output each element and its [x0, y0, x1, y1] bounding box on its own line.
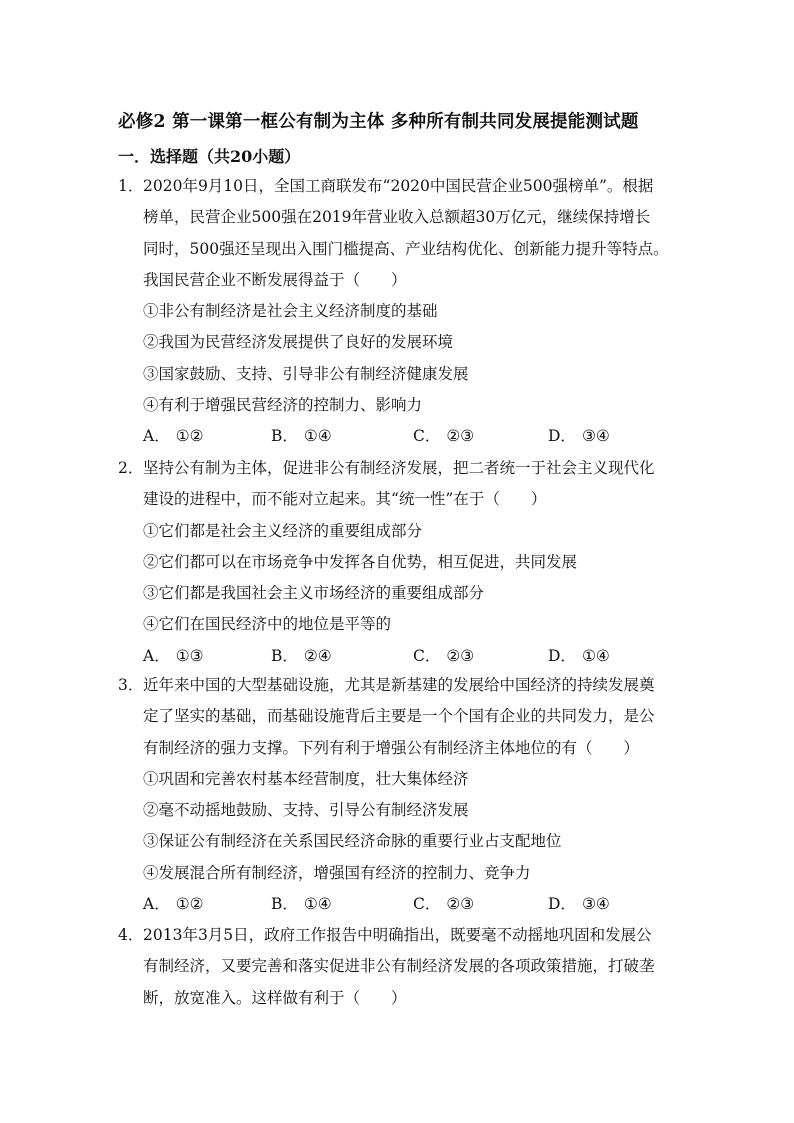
- answer-choices: [118, 421, 688, 452]
- choice-value: ①④: [303, 427, 332, 446]
- answer-choice: [413, 641, 474, 672]
- question-stem-text: 有制经济的强力支撑。下列有利于增强公有制经济主体地位的有（ ）: [143, 738, 640, 757]
- answer-choice: [548, 421, 610, 452]
- question-stem-line: [118, 920, 688, 951]
- answer-choices: [118, 889, 688, 920]
- statement-option: ②毫不动摇地鼓励、支持、引导公有制经济发展: [143, 801, 469, 820]
- statement-option: ①它们都是社会主义经济的重要组成部分: [143, 521, 423, 540]
- question-stem-line: [118, 670, 688, 701]
- choice-label: C．: [413, 427, 441, 446]
- choice-label: B．: [271, 646, 298, 665]
- choice-value: ②③: [446, 427, 475, 446]
- choice-value: ③④: [581, 895, 610, 914]
- choice-label: A．: [143, 646, 170, 665]
- question-number: 3．: [118, 676, 144, 694]
- question-stem-line: [118, 983, 688, 1014]
- question-stem-line: [118, 453, 688, 484]
- question-1: [118, 171, 688, 453]
- answer-choice: [143, 889, 204, 920]
- choice-value: ①④: [581, 646, 610, 665]
- question-stem-line: [118, 701, 688, 732]
- answer-choice: [143, 421, 204, 452]
- choice-label: C．: [413, 646, 441, 665]
- question-number: 2．: [118, 459, 144, 477]
- choice-value: ②③: [446, 646, 475, 665]
- section-heading: 一．选择题（共20小题）: [118, 147, 301, 166]
- page-title: 必修2 第一课第一框公有制为主体 多种所有制共同发展提能测试题: [118, 112, 639, 132]
- question-stem-line: [118, 484, 688, 515]
- statement-option: ②我国为民营经济发展提供了良好的发展环境: [143, 333, 454, 352]
- question-stem-line: [118, 171, 688, 202]
- statement-option: ①非公有制经济是社会主义经济制度的基础: [143, 302, 438, 321]
- question-stem-line: [118, 265, 688, 296]
- statement-option: ④有利于增强民营经济的控制力、影响力: [143, 396, 423, 415]
- answer-choice: [143, 641, 204, 672]
- question-stem-text: 2020年9月10日，全国工商联发布“2020中国民营企业500强榜单”。根据: [143, 177, 654, 195]
- choice-label: B．: [271, 427, 298, 446]
- question-number: 1．: [118, 177, 144, 195]
- question-stem-line: [118, 733, 688, 764]
- choice-label: A．: [143, 895, 170, 914]
- question-stem-text: 榜单，民营企业500强在2019年营业收入总额超30万亿元，继续保持增长: [143, 208, 651, 227]
- answer-choice: [271, 889, 332, 920]
- statement-option: ②它们都可以在市场竞争中发挥各自优势，相互促进，共同发展: [143, 552, 578, 571]
- statement-option: ③国家鼓励、支持、引导非公有制经济健康发展: [143, 364, 469, 383]
- answer-choice: [413, 889, 474, 920]
- question-stem-text: 坚持公有制为主体，促进非公有制经济发展，把二者统一于社会主义现代化: [143, 459, 655, 477]
- answer-choice: [413, 421, 474, 452]
- choice-value: ①④: [303, 895, 332, 914]
- question-stem-text: 同时，500强还呈现出入围门槛提高、产业结构优化、创新能力提升等特点。: [143, 239, 669, 258]
- statement-option: ①巩固和完善农村基本经营制度，壮大集体经济: [143, 769, 469, 788]
- question-stem-text: 断，放宽准入。这样做有利于（ ）: [143, 988, 407, 1007]
- choice-value: ①②: [175, 427, 204, 446]
- answer-choice: [271, 421, 332, 452]
- answer-choice: [548, 889, 610, 920]
- statement-option: ③它们都是我国社会主义市场经济的重要组成部分: [143, 584, 485, 603]
- statement-option: ④发展混合所有制经济，增强国有经济的控制力、竞争力: [143, 863, 531, 882]
- choice-value: ③④: [581, 427, 610, 446]
- choice-value: ①②: [175, 895, 204, 914]
- question-stem-text: 有制经济，又要完善和落实促进非公有制经济发展的各项政策措施，打破垄: [143, 957, 655, 976]
- choice-value: ②③: [446, 895, 475, 914]
- choice-label: D．: [548, 646, 576, 665]
- choice-label: A．: [143, 427, 170, 446]
- question-3: [118, 670, 688, 920]
- question-stem-text: 建设的进程中，而不能对立起来。其“统一性”在于（ ）: [143, 490, 547, 509]
- choice-label: D．: [548, 427, 576, 446]
- question-stem-text: 2013年3月5日，政府工作报告中明确指出，既要毫不动摇地巩固和发展公: [143, 926, 652, 944]
- question-number: 4．: [118, 926, 144, 944]
- choice-label: C．: [413, 895, 441, 914]
- question-4: [118, 920, 688, 1014]
- question-stem-line: [118, 951, 688, 982]
- question-2: [118, 453, 688, 672]
- answer-choices: [118, 641, 688, 672]
- answer-choice: [548, 641, 610, 672]
- choice-label: D．: [548, 895, 576, 914]
- answer-choice: [271, 641, 332, 672]
- statement-option: ③保证公有制经济在关系国民经济命脉的重要行业占支配地位: [143, 832, 562, 851]
- statement-option: ④它们在国民经济中的地位是平等的: [143, 615, 392, 634]
- choice-label: B．: [271, 895, 298, 914]
- choice-value: ②④: [303, 646, 332, 665]
- choice-value: ①③: [175, 646, 204, 665]
- question-stem-line: [118, 234, 688, 265]
- question-stem-text: 近年来中国的大型基础设施，尤其是新基建的发展给中国经济的持续发展奠: [143, 676, 655, 694]
- question-stem-text: 定了坚实的基础，而基础设施背后主要是一个个国有企业的共同发力，是公: [143, 707, 655, 726]
- question-stem-line: [118, 202, 688, 233]
- question-stem-text: 我国民营企业不断发展得益于（ ）: [143, 270, 407, 289]
